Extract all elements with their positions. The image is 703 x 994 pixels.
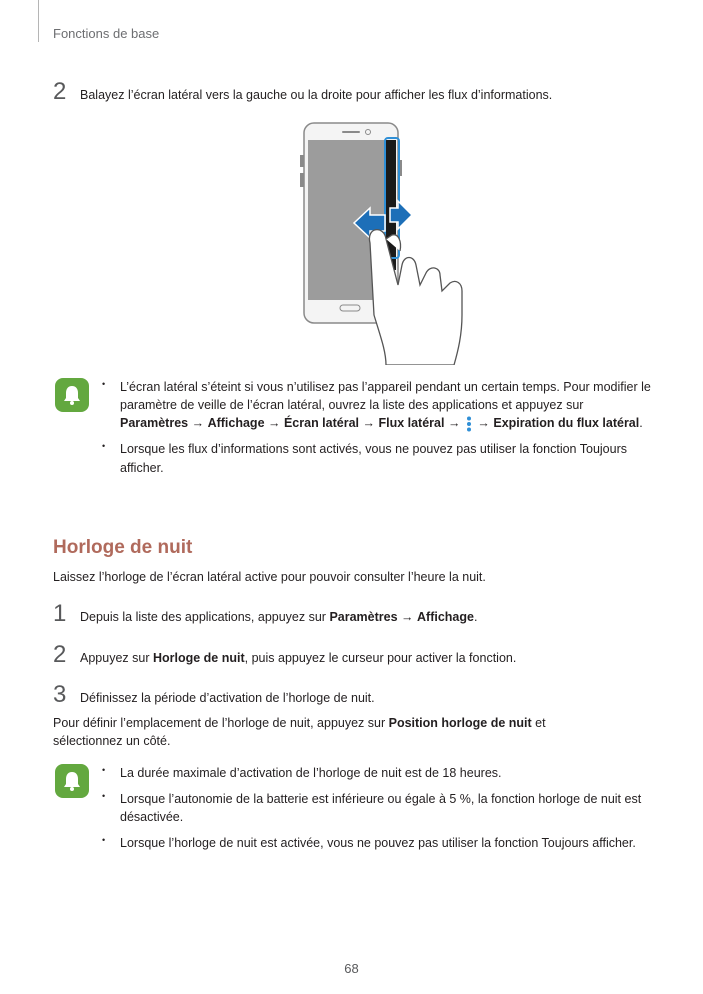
- step-number: 2: [53, 641, 67, 668]
- note-list-1: [100, 378, 655, 485]
- step-text: Appuyez sur Horloge de nuit, puis appuyez le curseur pour activer la fonction.: [80, 651, 517, 665]
- note-item: • L’écran latéral s’éteint si vous n’utilisez pas l’appareil pendant un certain temps. Pour modifier le paramètre de veille de l’écran latéral, ouvrez la liste des applications et appuyez sur Paramètres → Affichage → Écran latéral → Flux latéral → → Expiration du flux latéral.: [100, 378, 655, 432]
- bell-icon: [62, 770, 82, 792]
- step-number: 2: [53, 78, 67, 105]
- more-options-icon: [466, 416, 472, 432]
- step-1: [53, 602, 477, 626]
- step-text: Depuis la liste des applications, appuyez sur Paramètres → Affichage.: [80, 610, 478, 624]
- step-2: [53, 643, 516, 667]
- step-text: Balayez l’écran latéral vers la gauche ou la droite pour afficher les flux d’informations.: [80, 88, 553, 102]
- section-header: Fonctions de base: [53, 26, 160, 41]
- note-item: • Lorsque les flux d’informations sont activés, vous ne pouvez pas utiliser la fonction Toujours afficher.: [100, 440, 655, 476]
- step-swipe: [53, 80, 552, 104]
- note-list-2: [100, 764, 655, 861]
- note-icon-1: [55, 378, 89, 412]
- note-icon-2: [55, 764, 89, 798]
- page-number: 68: [344, 961, 359, 976]
- phone-swipe-illustration: [290, 115, 480, 365]
- bell-icon: [62, 384, 82, 406]
- note-item: • La durée maximale d’activation de l’horloge de nuit est de 18 heures.: [100, 764, 655, 782]
- section-title: Horloge de nuit: [53, 537, 193, 558]
- step-3: [53, 683, 375, 707]
- note-item: • Lorsque l’horloge de nuit est activée, vous ne pouvez pas utiliser la fonction Toujours afficher.: [100, 834, 655, 852]
- step-number: 3: [53, 681, 67, 708]
- step-number: 1: [53, 600, 67, 627]
- header-rule: [38, 0, 39, 42]
- note-item: • Lorsque l’autonomie de la batterie est inférieure ou égale à 5 %, la fonction horloge de nuit est désactivée.: [100, 790, 655, 826]
- step-text: Définissez la période d’activation de l’horloge de nuit.: [80, 691, 375, 705]
- position-note: Pour définir l’emplacement de l’horloge de nuit, appuyez sur Position horloge de nuit et sélectionnez un côté.: [53, 716, 546, 749]
- section-intro: Laissez l’horloge de l’écran latéral active pour pouvoir consulter l’heure la nuit.: [53, 570, 486, 584]
- hand-icon: [369, 230, 462, 365]
